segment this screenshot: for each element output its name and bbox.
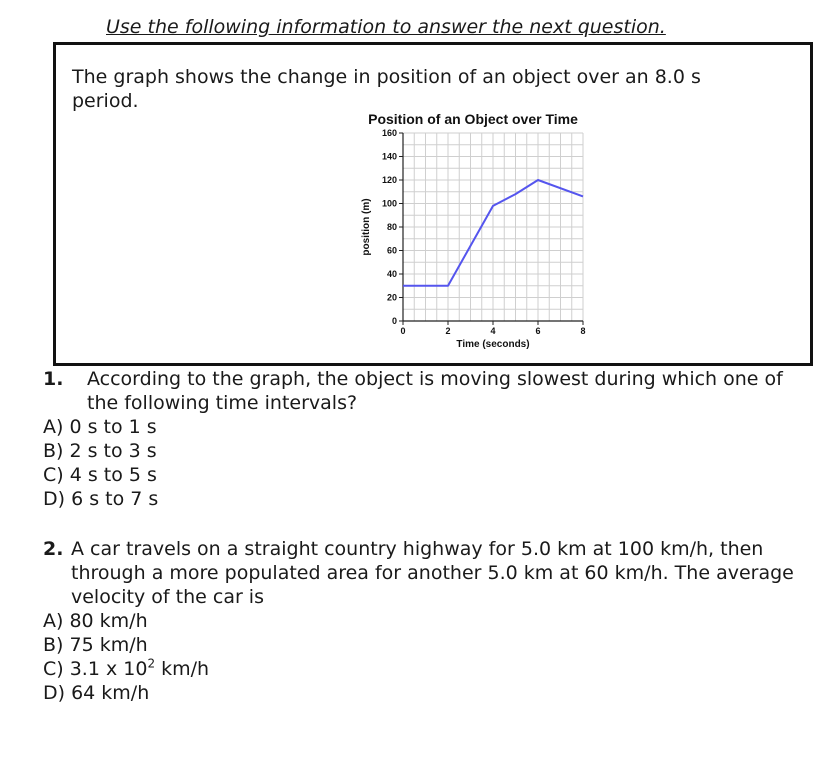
- y-tick-label: 140: [381, 151, 397, 162]
- info-text: The graph shows the change in position of an object over an 8.0 s period.: [72, 66, 701, 112]
- question-text: A car travels on a straight country highway for 5.0 km at 100 km/h, then through a more populated area for another 5.0 km at 60 km/h. The average velocity of the car is: [71, 538, 794, 608]
- y-tick-label: 120: [381, 175, 397, 185]
- question-number: 1.: [43, 368, 64, 390]
- y-tick-label: 160: [381, 128, 397, 138]
- option-b[interactable]: B) 2 s to 3 s: [43, 440, 157, 462]
- y-tick-label: 20: [386, 292, 397, 303]
- x-tick-label: 2: [445, 326, 451, 336]
- chart-svg: [286, 107, 586, 352]
- option-d[interactable]: D) 64 km/h: [43, 682, 150, 704]
- x-axis-label: Time (seconds): [456, 339, 530, 350]
- option-d[interactable]: D) 6 s to 7 s: [43, 488, 159, 510]
- x-tick-label: 0: [400, 326, 406, 336]
- information-box: [53, 42, 813, 366]
- question-2: [43, 537, 803, 705]
- y-tick-label: 100: [381, 198, 397, 209]
- question-1: [43, 367, 803, 511]
- question-text: According to the graph, the object is moving slowest during which one of the following time intervals?: [87, 368, 783, 414]
- option-c[interactable]: C) 4 s to 5 s: [43, 464, 157, 486]
- instruction-text: Use the following information to answer the next question.: [106, 16, 666, 38]
- option-a[interactable]: A) 80 km/h: [43, 610, 148, 632]
- y-axis-label: position (m): [361, 198, 372, 256]
- y-tick-label: 0: [391, 316, 397, 326]
- option-c-suffix: km/h: [155, 658, 210, 680]
- chart-title: Position of an Object over Time: [368, 111, 578, 127]
- x-tick-label: 4: [490, 326, 496, 336]
- option-c-exponent: 2: [147, 656, 156, 671]
- option-c[interactable]: [43, 657, 803, 681]
- option-b[interactable]: B) 75 km/h: [43, 634, 148, 656]
- option-a[interactable]: A) 0 s to 1 s: [43, 416, 157, 438]
- option-c-prefix: C) 3.1 x 10: [43, 658, 148, 680]
- y-tick-label: 60: [386, 245, 397, 256]
- x-tick-label: 8: [580, 326, 586, 336]
- y-tick-label: 80: [386, 222, 397, 232]
- position-time-chart: [286, 107, 586, 356]
- y-tick-label: 40: [386, 269, 397, 279]
- x-tick-label: 6: [535, 326, 541, 336]
- question-number: 2.: [43, 538, 64, 560]
